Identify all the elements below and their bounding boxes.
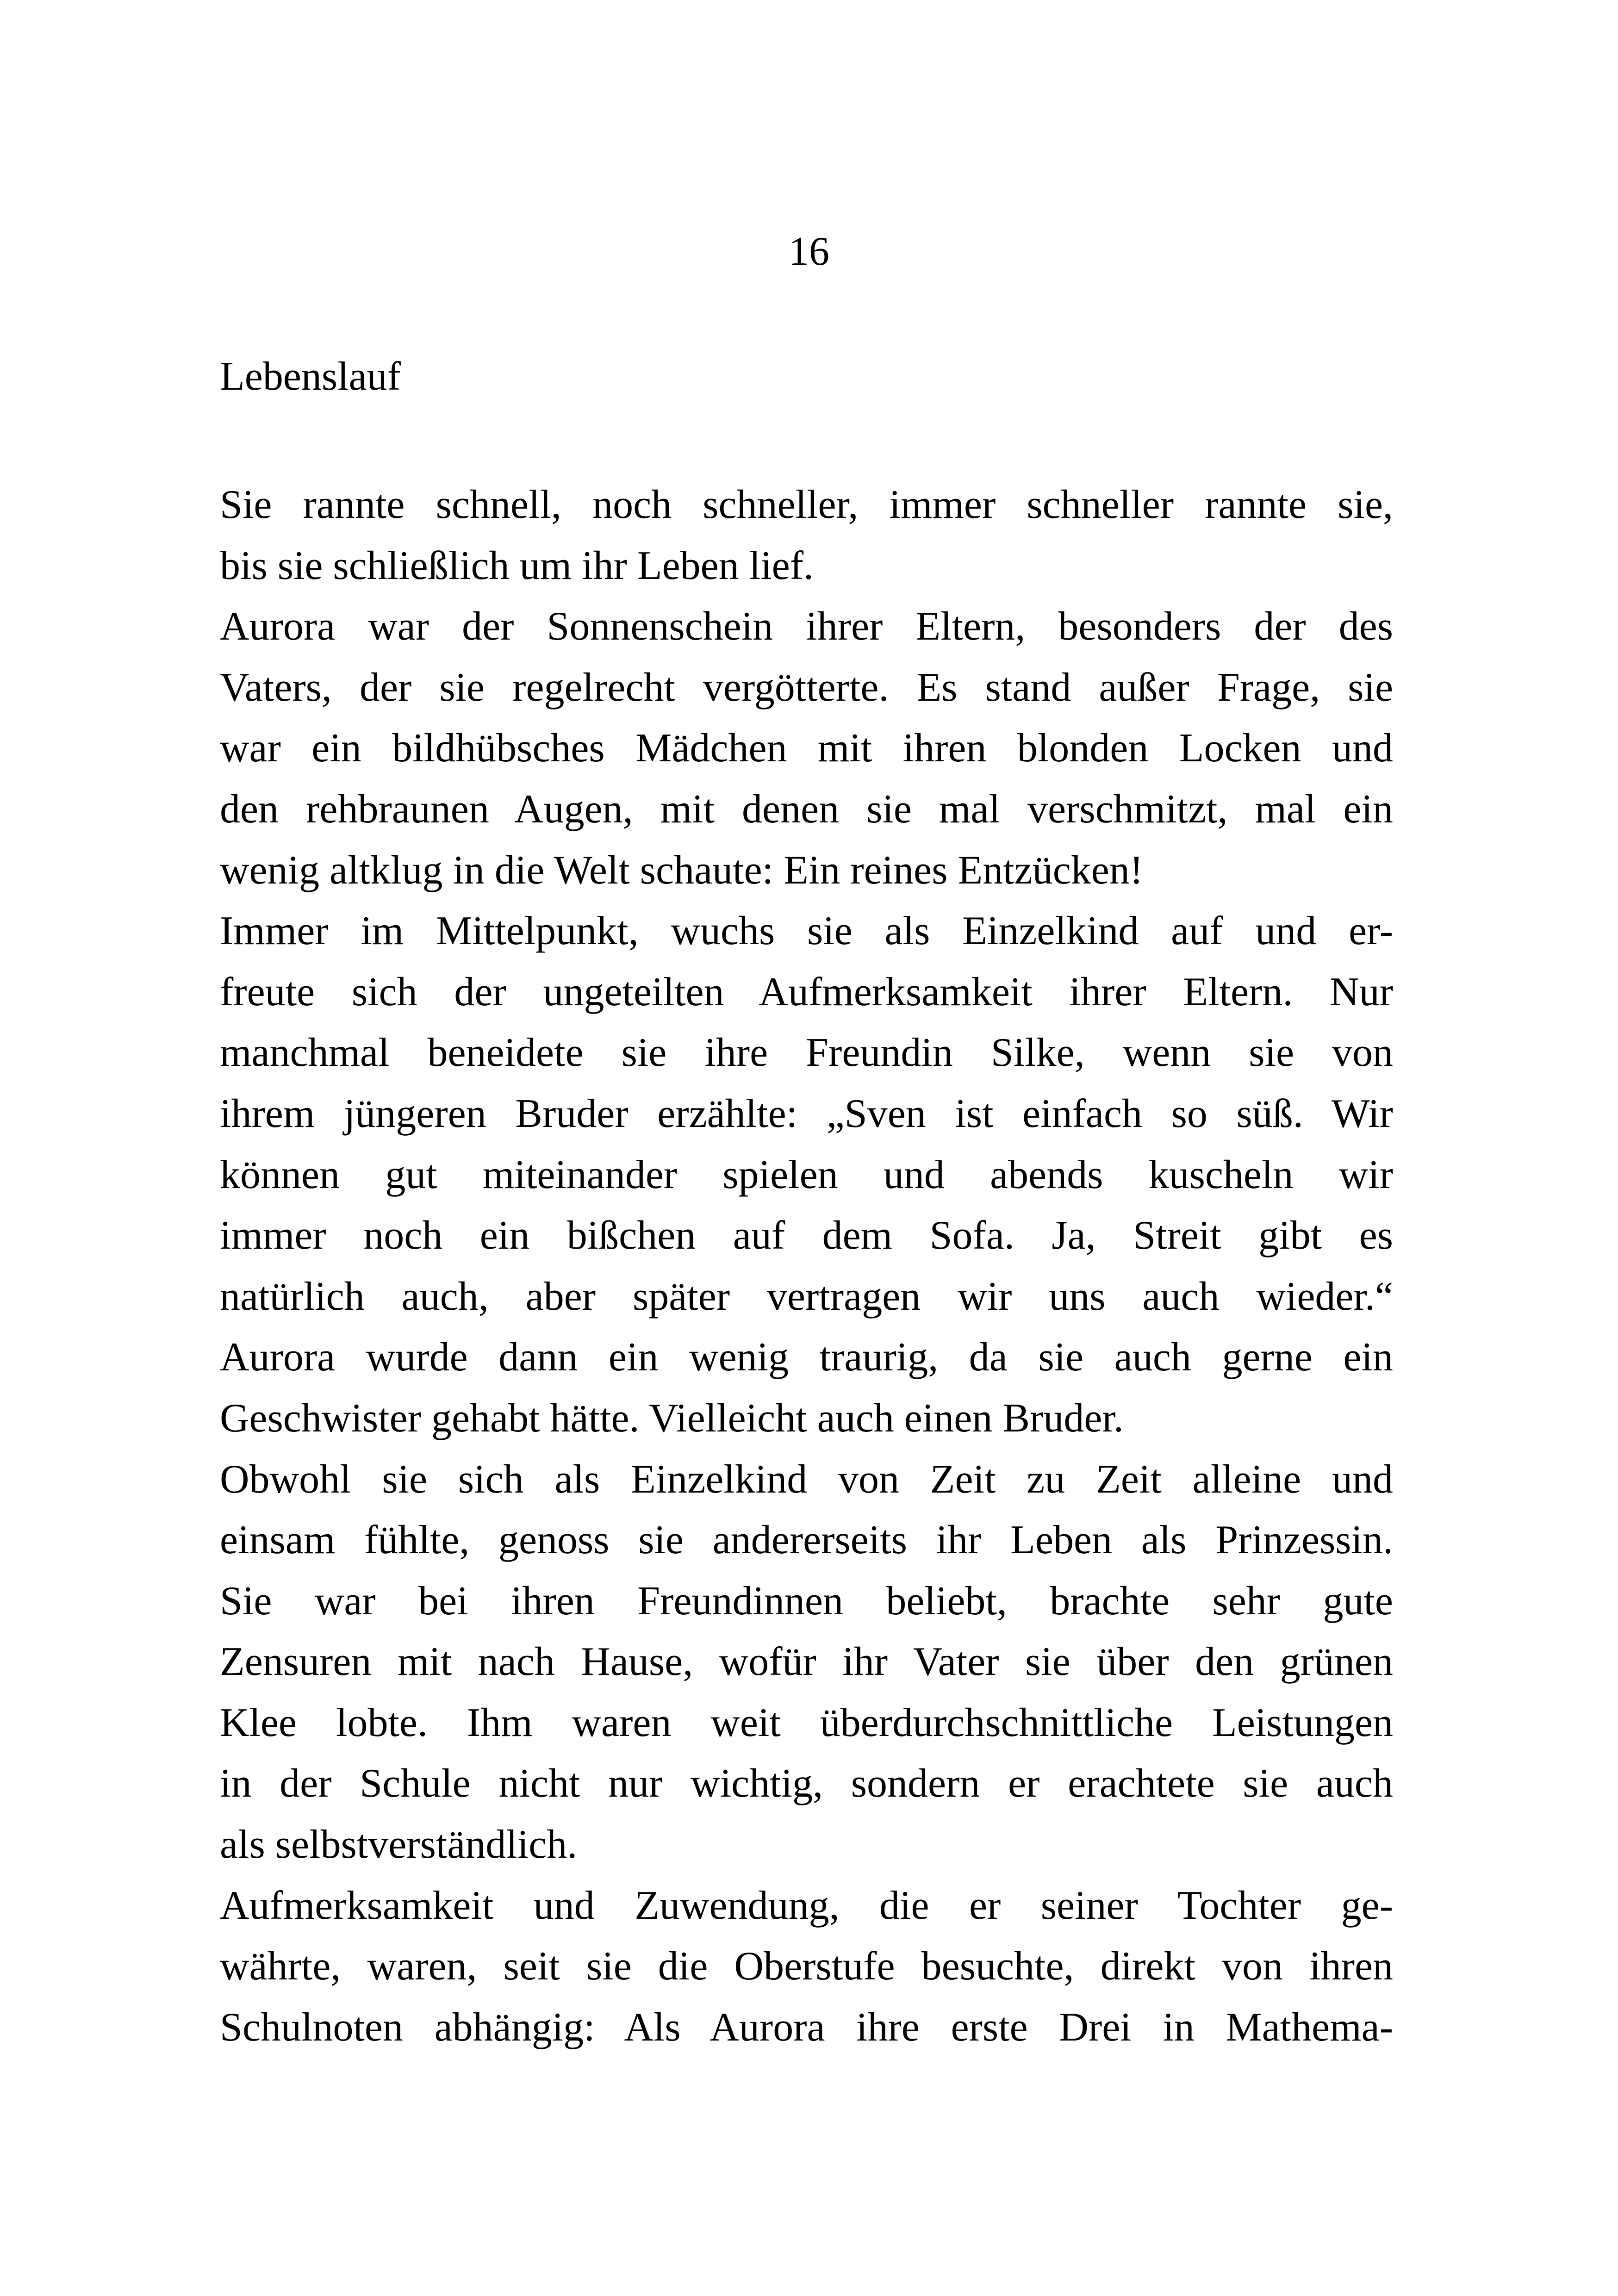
text-line: Klee lobte. Ihm waren weit überdurchschnittliche Leistungen	[220, 1700, 1393, 1745]
text-line: immer noch ein bißchen auf dem Sofa. Ja, Streit gibt es	[220, 1213, 1393, 1258]
text-line: in der Schule nicht nur wichtig, sondern er erachtete sie auch	[220, 1761, 1393, 1806]
text-line: können gut miteinander spielen und abends kuscheln wir	[220, 1152, 1393, 1197]
text-line: Aurora war der Sonnenschein ihrer Eltern, besonders der des	[220, 604, 1393, 649]
chapter-title: Lebenslauf	[220, 354, 401, 399]
text-line: bis sie schließlich um ihr Leben lief.	[220, 543, 814, 588]
text-line: freute sich der ungeteilten Aufmerksamkeit ihrer Eltern. Nur	[220, 969, 1393, 1014]
text-line: Aufmerksamkeit und Zuwendung, die er seiner Tochter ge-	[220, 1883, 1393, 1928]
text-line: den rehbraunen Augen, mit denen sie mal verschmitzt, mal ein	[220, 786, 1393, 832]
text-line: Aurora wurde dann ein wenig traurig, da sie auch gerne ein	[220, 1335, 1393, 1380]
text-line: natürlich auch, aber später vertragen wir uns auch wieder.“	[220, 1274, 1393, 1319]
text-line: Immer im Mittelpunkt, wuchs sie als Einzelkind auf und er-	[220, 908, 1393, 954]
text-line: war ein bildhübsches Mädchen mit ihren blonden Locken und	[220, 726, 1393, 771]
body-text	[220, 474, 1393, 2058]
text-line: manchmal beneidete sie ihre Freundin Silke, wenn sie von	[220, 1030, 1393, 1076]
text-line: Vaters, der sie regelrecht vergötterte. Es stand außer Frage, sie	[220, 665, 1393, 710]
text-line: einsam fühlte, genoss sie andererseits ihr Leben als Prinzessin.	[220, 1518, 1393, 1563]
text-line: wenig altklug in die Welt schaute: Ein reines Entzücken!	[220, 847, 1144, 893]
page-number: 16	[789, 229, 829, 274]
text-line: Sie rannte schnell, noch schneller, immer schneller rannte sie,	[220, 482, 1393, 527]
text-line: Zensuren mit nach Hause, wofür ihr Vater sie über den grünen	[220, 1639, 1393, 1685]
text-line: Geschwister gehabt hätte. Vielleicht auch einen Bruder.	[220, 1395, 1124, 1441]
text-line: Schulnoten abhängig: Als Aurora ihre erste Drei in Mathema-	[220, 2004, 1393, 2050]
text-line: ihrem jüngeren Bruder erzählte: „Sven ist einfach so süß. Wir	[220, 1091, 1393, 1136]
text-line: Obwohl sie sich als Einzelkind von Zeit zu Zeit alleine und	[220, 1456, 1393, 1502]
text-line: währte, waren, seit sie die Oberstufe besuchte, direkt von ihren	[220, 1944, 1393, 1989]
text-line: als selbstverständlich.	[220, 1822, 578, 1867]
text-line: Sie war bei ihren Freundinnen beliebt, brachte sehr gute	[220, 1578, 1393, 1624]
